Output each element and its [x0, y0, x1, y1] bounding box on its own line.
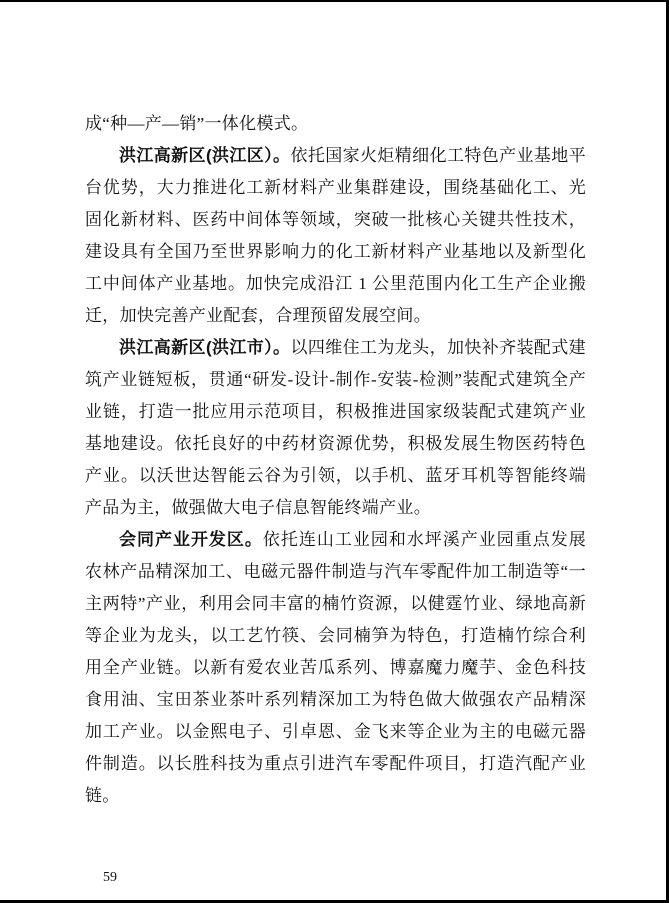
paragraph-body: 成“种—产—销”一体化模式。 — [85, 114, 309, 133]
paragraph-body: 依托连山工业园和水坪溪产业园重点发展农林产品精深加工、电磁元器件制造与汽车零配件加工制造等“一主两特”产业，利用会同丰富的楠竹资源，以健霆竹业、绿地高新等企业为龙头，以工艺竹筷、会同楠笋为特色，打造楠竹综合利用全产业链。以新有爱农业苦瓜系列、博嘉魔力魔芋、金色科技食用油、宝田茶业茶叶系列精深加工为特色做大做强农产品精深加工产业。以金熙电子、引卓恩、金飞来等企业为主的电磁元器件制造。以长胜科技为重点引进汽车零配件项目，打造汽配产业链。 — [85, 530, 586, 805]
paragraph-hongjiang-district — [85, 140, 586, 332]
paragraph-body: 依托国家火炬精细化工特色产业基地平台优势，大力推进化工新材料产业集群建设，围绕基础化工、光固化新材料、医药中间体等领域，突破一批核心关键共性技术，建设具有全国乃至世界影响力的化工新材料产业基地以及新型化工中间体产业基地。加快完成沿江 1 公里范围内化工生产企业搬迁，加快完善产业配套，合理预留发展空间。 — [85, 146, 586, 325]
page-number: 59 — [103, 870, 117, 885]
paragraph-continuation — [85, 108, 586, 140]
paragraph-lead: 会同产业开发区。 — [119, 530, 263, 549]
paragraph-hongjiang-city — [85, 332, 586, 524]
paragraph-body: 以四维住工为龙头，加快补齐装配式建筑产业链短板，贯通“研发-设计-制作-安装-检测”装配式建筑全产业链，打造一批应用示范项目，积极推进国家级装配式建筑产业基地建设。依托良好的中药材资源优势，积极发展生物医药特色产业。以沃世达智能云谷为引领，以手机、蓝牙耳机等智能终端产品为主，做强做大电子信息智能终端产业。 — [85, 338, 586, 517]
paragraph-lead: 洪江高新区(洪江市）。 — [119, 338, 291, 357]
text-block — [85, 108, 586, 812]
paragraph-lead: 洪江高新区(洪江区）。 — [119, 146, 291, 165]
paragraph-huitong-zone — [85, 524, 586, 812]
